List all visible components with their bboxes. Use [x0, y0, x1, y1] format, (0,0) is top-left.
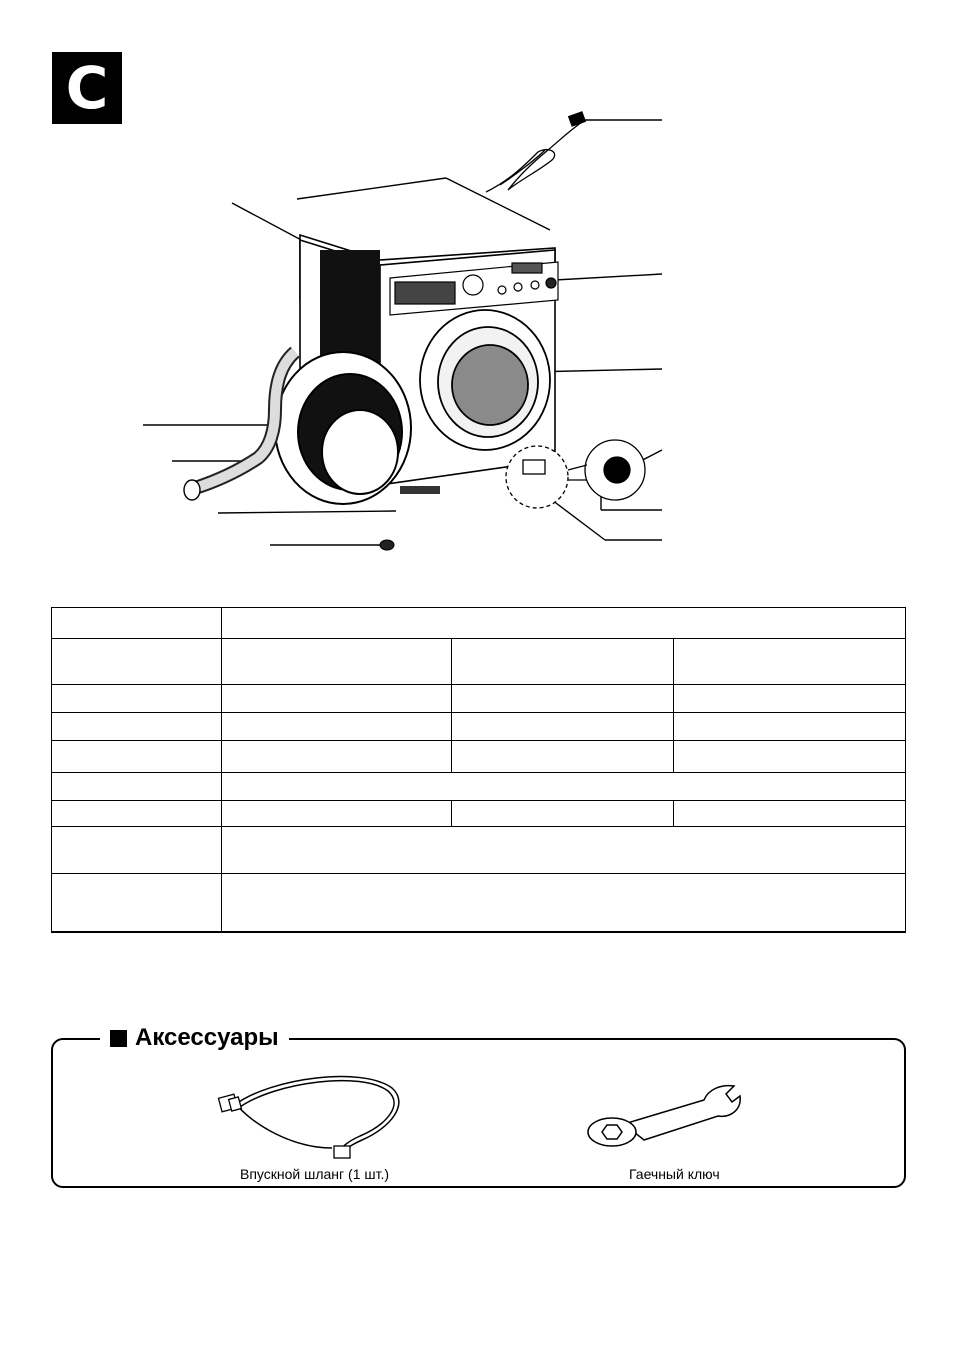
table-cell	[52, 773, 222, 801]
table-cell	[222, 713, 452, 741]
accessories-heading	[100, 1024, 289, 1052]
table-cell	[452, 801, 674, 827]
callout-line-top-cover	[297, 178, 446, 199]
table-cell	[222, 801, 452, 827]
table-cell	[222, 639, 452, 685]
filter-cap	[604, 457, 630, 483]
section-badge: C	[52, 52, 122, 124]
table-cell	[452, 639, 674, 685]
button-4	[546, 278, 556, 288]
callout-line-filter-2	[548, 497, 605, 540]
callout-line-service-cover	[218, 511, 396, 513]
button-1	[498, 286, 506, 294]
button-3	[531, 281, 539, 289]
table-cell	[52, 827, 222, 874]
table-cell	[222, 741, 452, 773]
table-cell	[52, 608, 222, 639]
table-cell	[52, 874, 222, 932]
table-cell	[452, 685, 674, 713]
table-cell	[222, 874, 906, 932]
program-knob	[463, 275, 483, 295]
table-cell	[52, 741, 222, 773]
table-cell	[674, 801, 906, 827]
detergent-drawer	[395, 282, 455, 304]
table-cell	[222, 685, 452, 713]
drum	[420, 310, 550, 450]
table-cell	[52, 801, 222, 827]
table-cell	[674, 685, 906, 713]
table-cell	[52, 639, 222, 685]
table-cell	[52, 713, 222, 741]
table-cell	[674, 639, 906, 685]
foot	[380, 540, 394, 550]
washing-machine-diagram	[0, 100, 954, 570]
accessory-label-wrench: Гаечный ключ	[629, 1166, 720, 1182]
table-cell	[222, 773, 906, 801]
accessory-label-inlet-hose: Впускной шланг (1 шт.)	[240, 1166, 390, 1182]
table-cell	[52, 685, 222, 713]
wrench-icon	[584, 1080, 744, 1150]
table-cell	[222, 827, 906, 874]
spec-table	[51, 607, 906, 933]
service-cover	[400, 486, 440, 494]
table-cell	[674, 713, 906, 741]
callout-line-control-panel	[555, 274, 662, 280]
button-2	[514, 283, 522, 291]
table-cell	[222, 608, 906, 639]
table-cell	[452, 713, 674, 741]
accessories-title: Аксессуары	[135, 1024, 279, 1051]
bullet-square-icon	[110, 1030, 127, 1047]
drain-hose	[184, 352, 295, 500]
door	[275, 352, 411, 504]
power-cord	[486, 112, 585, 192]
filter-detail	[506, 440, 645, 508]
accessories-frame	[51, 1038, 906, 1188]
inlet-hose-icon	[212, 1064, 408, 1164]
table-cell	[674, 741, 906, 773]
display	[512, 263, 542, 273]
table-cell	[452, 741, 674, 773]
